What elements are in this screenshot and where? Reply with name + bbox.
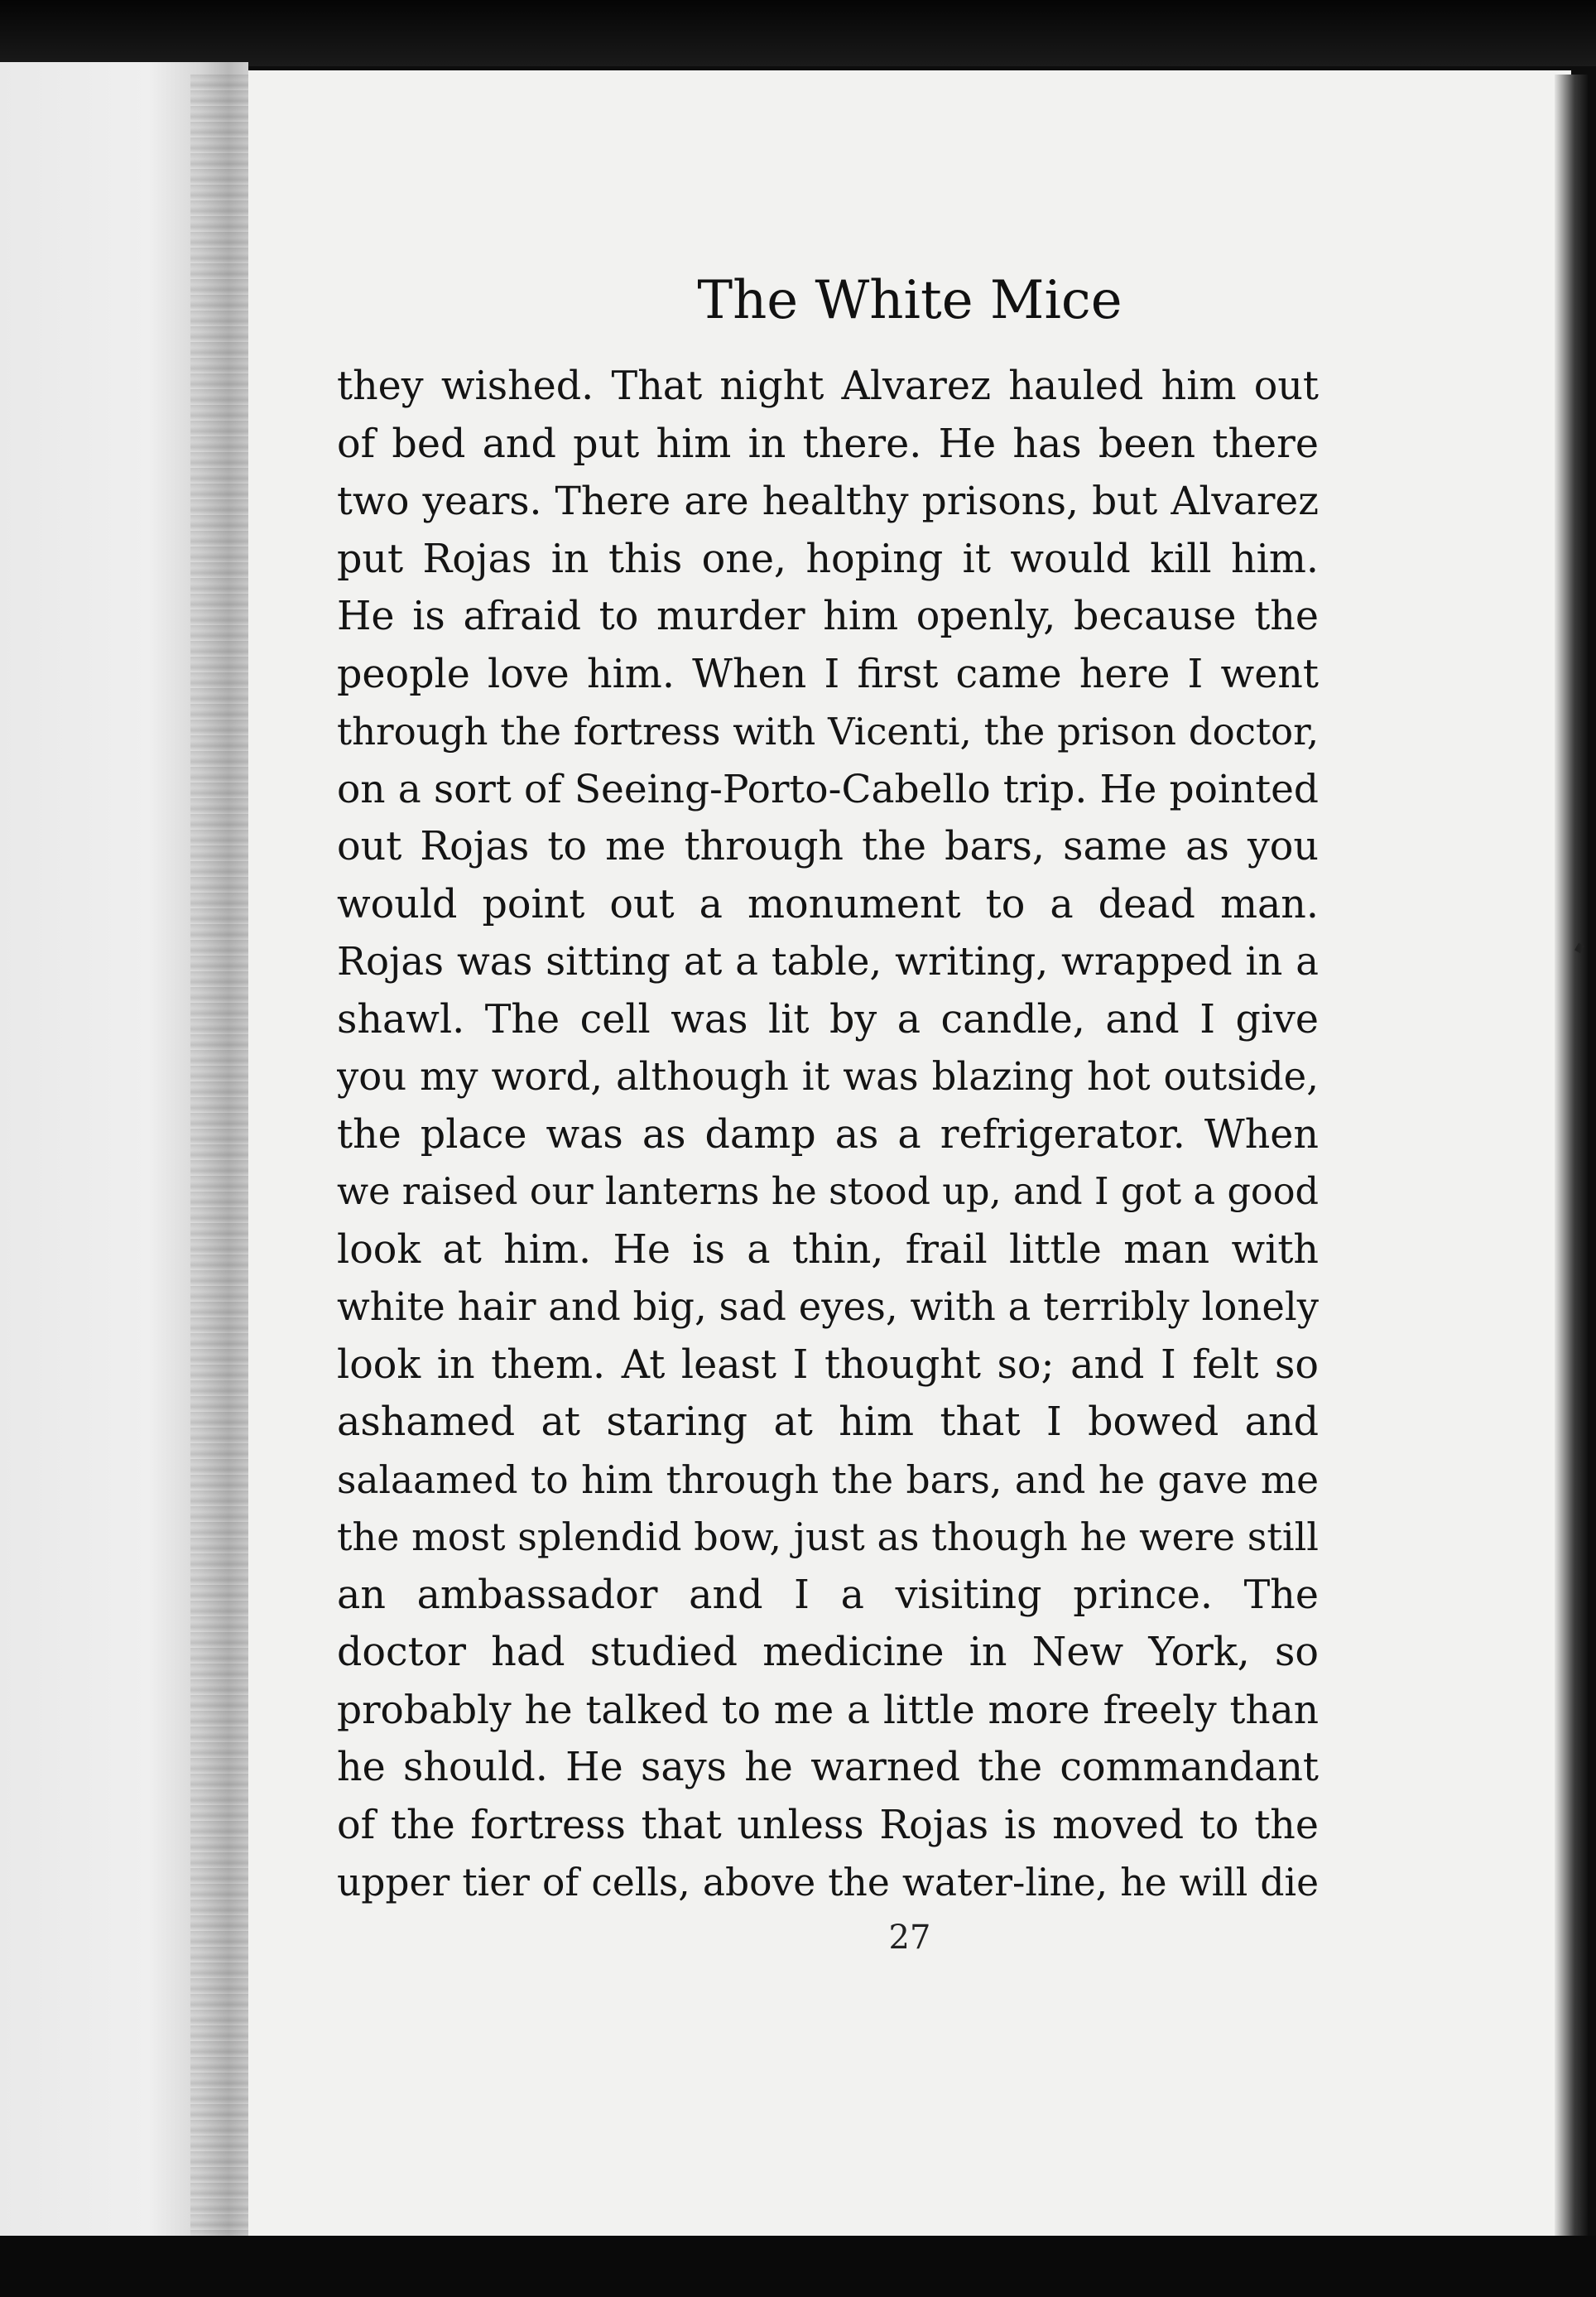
text-line: of the fortress that unless Rojas is moved to the — [337, 1802, 1319, 1848]
text-line: out Rojas to me through the bars, same as you — [337, 824, 1319, 869]
text-line: He is afraid to murder him openly, because the — [337, 594, 1319, 639]
text-line: look in them. At least I thought so; and I felt so — [337, 1341, 1319, 1388]
text-line: white hair and big, sad eyes, with a terribly lonely — [337, 1284, 1319, 1329]
text-line: probably he talked to me a little more freely than — [337, 1687, 1319, 1733]
scan-bottom-border — [0, 2236, 1596, 2297]
text-line: would point out a monument to a dead man. — [337, 881, 1319, 927]
text-line: they wished. That night Alvarez hauled him out — [337, 364, 1319, 409]
text-line: salaamed to him through the bars, and he gave me — [337, 1457, 1319, 1502]
text-line: the place was as damp as a refrigerator. When — [337, 1111, 1319, 1158]
page-right-edge — [1555, 75, 1588, 2236]
text-line: an ambassador and I a visiting prince. The — [337, 1572, 1319, 1618]
body-text — [337, 358, 1319, 1912]
text-line: the most splendid bow, just as though he were still — [337, 1514, 1319, 1559]
text-line: look at him. He is a thin, frail little man with — [337, 1226, 1319, 1273]
text-line: through the fortress with Vicenti, the prison doctor, — [337, 710, 1319, 754]
page-number: 27 — [888, 1919, 931, 1957]
text-line: two years. There are healthy prisons, but Alvarez — [337, 479, 1319, 524]
running-head: The White Mice — [697, 270, 1122, 331]
text-line: he should. He says he warned the commandant — [337, 1745, 1319, 1790]
text-line: Rojas was sitting at a table, writing, wrapped in a — [337, 939, 1319, 984]
text-line: upper tier of cells, above the water-line, he will die — [337, 1861, 1319, 1905]
text-line: ashamed at staring at him that I bowed and — [337, 1399, 1319, 1445]
text-line: people love him. When I first came here I went — [337, 651, 1319, 697]
text-line: shawl. The cell was lit by a candle, and I give — [337, 996, 1319, 1043]
text-line: of bed and put him in there. He has been there — [337, 421, 1319, 467]
text-line: we raised our lanterns he stood up, and I got a good — [337, 1171, 1319, 1213]
text-line: on a sort of Seeing-Porto-Cabello trip. He pointed — [337, 766, 1319, 812]
scan-top-border — [0, 0, 1596, 66]
text-line: you my word, although it was blazing hot outside, — [337, 1054, 1319, 1099]
text-line: doctor had studied medicine in New York, so — [337, 1630, 1319, 1675]
book-gutter — [190, 75, 248, 2236]
text-line: put Rojas in this one, hoping it would kill him. — [337, 536, 1319, 582]
